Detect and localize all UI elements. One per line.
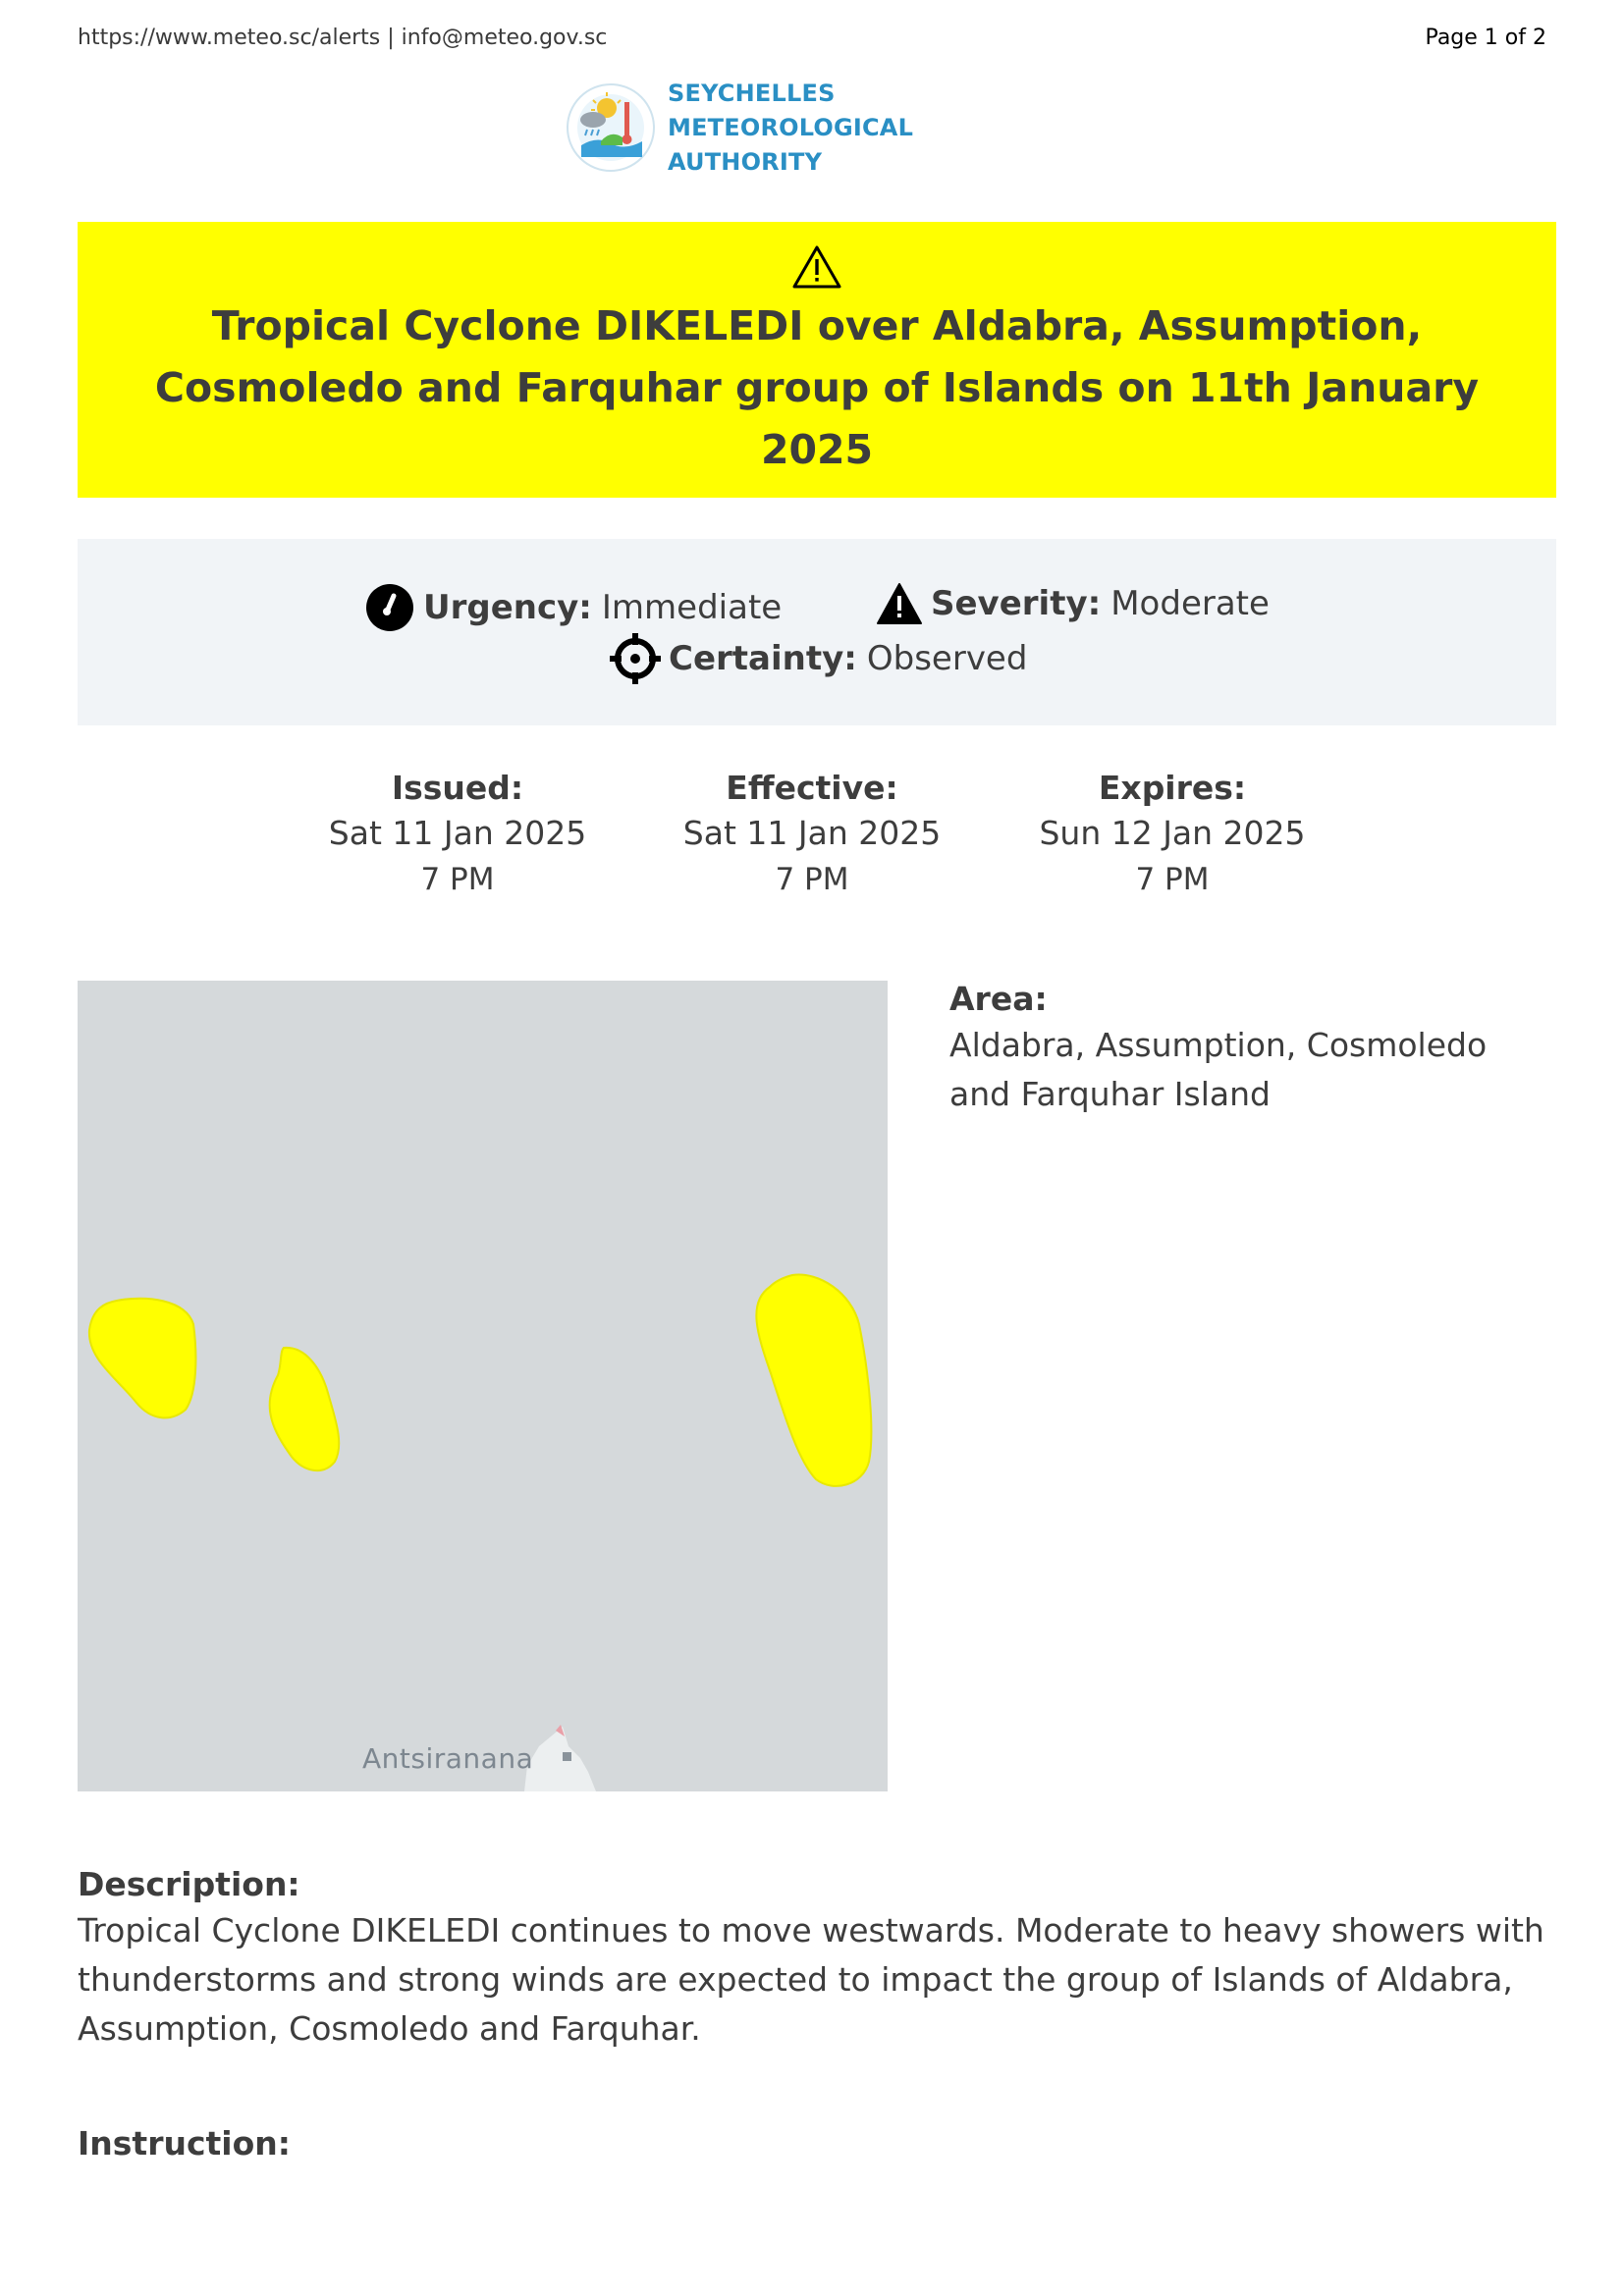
header-contact: https://www.meteo.sc/alerts | info@meteo.gov.sc (78, 26, 608, 50)
alert-zone-farquhar (756, 1275, 871, 1486)
instruction-label: Instruction: (78, 2124, 291, 2163)
logo-line-1: SEYCHELLES METEOROLOGICAL (668, 79, 914, 141)
area-text: Aldabra, Assumption, Cosmoledo and Farquhar Island (949, 1026, 1488, 1113)
area-label: Area: (949, 980, 1048, 1018)
map-overlay (78, 981, 888, 1791)
effective-time: 7 PM (775, 862, 849, 897)
clock-icon (364, 582, 415, 633)
description-section (78, 1863, 1556, 2054)
crosshair-icon (610, 633, 661, 684)
alert-zone-aldabra (89, 1299, 195, 1418)
city-marker-icon (563, 1752, 571, 1761)
alert-banner (78, 222, 1556, 498)
expires-block (1025, 768, 1320, 901)
page-number: Page 1 of 2 (1425, 26, 1546, 50)
area-section (949, 978, 1539, 1119)
certainty-attribute (610, 633, 1027, 684)
alert-title: Tropical Cyclone DIKELEDI over Aldabra, Assumption, Cosmoledo and Farquhar group of Islands on 11th January 2025 (154, 302, 1480, 473)
logo-line-2: AUTHORITY (668, 147, 823, 176)
description-text: Tropical Cyclone DIKELEDI continues to move westwards. Moderate to heavy showers with thunderstorms and strong winds are expected to impact the group of Islands of Aldabra, Assumption, Cosmoledo and Farquhar. (78, 1911, 1544, 2048)
sma-emblem-icon (564, 80, 658, 175)
issued-label: Issued: (391, 769, 524, 807)
severity-label: Severity: (931, 584, 1102, 623)
alert-attributes (78, 539, 1556, 725)
issued-time: 7 PM (420, 862, 495, 897)
alert-zone-assumption (270, 1348, 340, 1470)
severity-value: Moderate (1110, 584, 1270, 623)
instruction-section (78, 2122, 291, 2165)
severity-attribute (876, 582, 1270, 625)
effective-date: Sat 11 Jan 2025 (682, 814, 942, 852)
sma-logo (564, 73, 1074, 183)
madagascar-coast (524, 1727, 596, 1791)
effective-block (665, 768, 959, 901)
urgency-attribute (364, 582, 782, 633)
description-label: Description: (78, 1865, 300, 1903)
warning-icon (876, 582, 923, 625)
effective-label: Effective: (726, 769, 898, 807)
urgency-value: Immediate (601, 588, 783, 627)
expires-time: 7 PM (1135, 862, 1210, 897)
expires-label: Expires: (1098, 769, 1247, 807)
expires-date: Sun 12 Jan 2025 (1039, 814, 1306, 852)
alert-area-map (78, 981, 888, 1791)
issued-date: Sat 11 Jan 2025 (328, 814, 587, 852)
urgency-label: Urgency: (423, 588, 592, 627)
certainty-value: Observed (866, 639, 1028, 678)
warning-triangle-icon (791, 244, 842, 290)
map-place-label: Antsiranana (362, 1742, 534, 1775)
certainty-label: Certainty: (669, 639, 857, 678)
issued-block (310, 768, 605, 901)
